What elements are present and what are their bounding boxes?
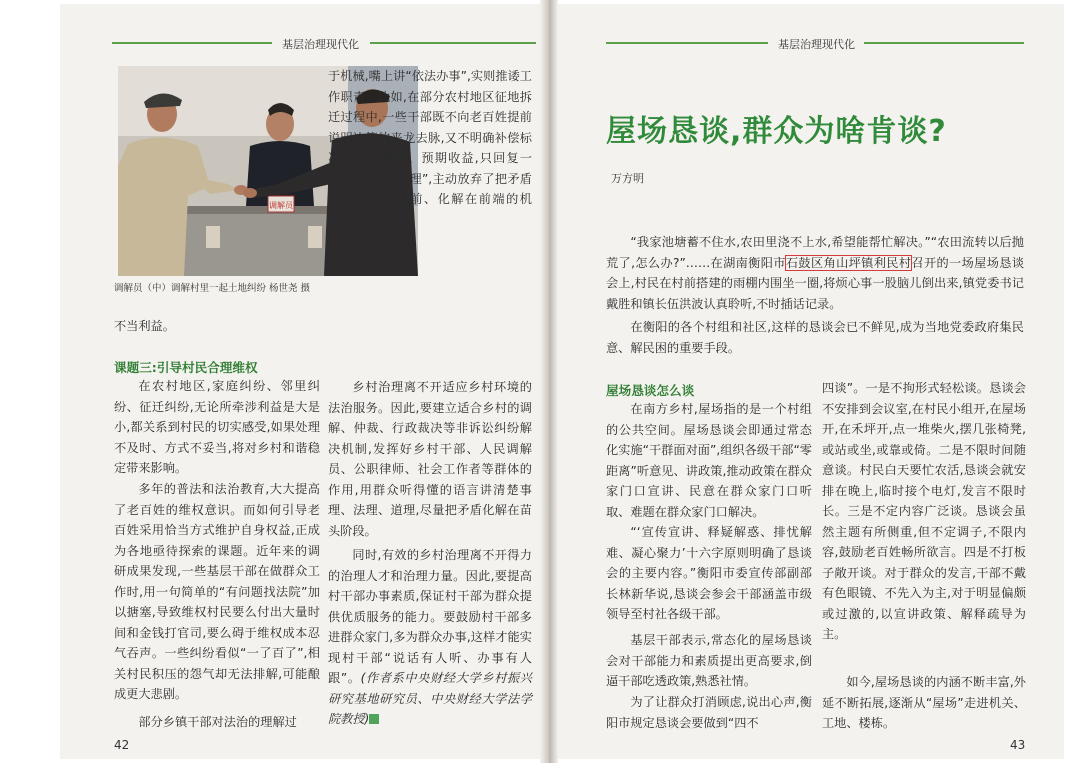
- left-col2-p2-text: 同时,有效的乡村治理离不开得力的治理人才和治理力量。因此,要提高村干部办事素质,保证村干部为群众提供优质服务的能力。要鼓励村干部多进群众家门,多为群众办事,这样才能实现村干部“说话有人听、办事有人跟”。: [328, 548, 532, 685]
- left-col2-p0-text: 于机械,嘴上讲“依法办事”,实则推诿工作职责。比如,在部分农村地区征地拆迁过程中,一些干部既不向老百姓提前说明决策的来龙去脉,又不明确补偿标准、补偿依据、预期收益,只回复一句“已按程序办理”,主动放弃了把矛盾纠纷发现在事前、化解在前端的机会。: [328, 69, 532, 227]
- right-col2-p0: 四谈”。一是不拘形式轻松谈。恳谈会不安排到会议室,在村民小组开,在屋场开,在禾坪开,点一堆柴火,摆几张椅凳,或站或坐,或靠或倚。二是不限时间随意谈。村民白天要忙农活,恳谈会就安排在晚上,临时接个电灯,发言不限时长。三是不定内容广泛谈。恳谈会虽然主题有所侧重,但不定调子,不限内容,鼓励老百姓畅所欲言。四是不打板子敞开谈。对于群众的发言,干部不戴有色眼镜、不先入为主,对于明显偏颇或过激的,以宣讲政策、解释疏导为主。: [822, 381, 1026, 641]
- left-col1-p3: 多年的普法和法治教育,大大提高了老百姓的维权意识。而如何引导老百姓采用恰当方式维护自身权益,正成为各地亟待探索的课题。近年来的调研成果发现,一些基层干部在做群众工作时,用一句简单的“有问题找法院”加以搪塞,导致维权村民要么付出大量时间和金钱打官司,要么碍于维权成本忍气吞声。一些纠纷看似“一了百了”,相关村民积压的怨气却无法排解,可能酿成更大悲剧。: [114, 482, 320, 701]
- running-head-text: 基层治理现代化: [778, 38, 855, 51]
- right-lead-p1: [606, 232, 1024, 314]
- photo-caption: 调解员（中）调解村里一起土地纠纷 杨世尧 摄: [114, 283, 311, 294]
- right-col1-p3: 基层干部表示,常态化的屋场恳谈会对干部能力和素质提出更高要求,倒逼干部吃透政策,熟悉社情。: [606, 633, 812, 688]
- running-head-text: 基层治理现代化: [282, 38, 359, 51]
- right-col1-p2: “‘宣传宣讲、释疑解惑、排忧解难、凝心聚力’十六字原则明确了恳谈会的主要内容。”衡阳市委宣传部副部长林新华说,恳谈会参会干部涵盖市级领导至村社各级干部。: [606, 525, 812, 621]
- running-head-left: [112, 36, 540, 50]
- right-lead-p1-b: 召开的一场屋场恳谈会上,村民在村前搭建的雨棚内围坐一圈,将烦心事一股脑儿倒出来,镇党委书记戴胜和镇长伍洪波认真聆听,不时插话记录。: [606, 255, 1025, 311]
- running-head-right: [606, 36, 1024, 50]
- article-title: 屋场恳谈,群众为啥肯谈?: [606, 114, 947, 149]
- author-note: (作者系中央财经大学乡村振兴研究基地研究员、中央财经大学法学院教授): [328, 671, 532, 726]
- page-number-left: 42: [114, 738, 130, 752]
- right-lead-p1-a: “我家池塘蓄不住水,农田里浇不上水,希望能帮忙解决。”“农田流转以后抛荒了,怎么办?”……在湖南衡阳市: [606, 235, 1024, 270]
- left-col2-p1: 乡村治理离不开适应乡村环境的法治服务。因此,要建立适合乡村的调解、仲裁、行政裁决等非诉讼纠纷解决机制,发挥好乡村干部、人民调解员、公职律师、社会工作者等群体的作用,用群众听得懂的语言讲清楚事理、法理、道理,尽量把矛盾化解在苗头阶段。: [328, 380, 532, 538]
- left-col1-p1: 不当利益。: [114, 319, 175, 333]
- right-lead-p2: 在衡阳的各个村组和社区,这样的恳谈会已不鲜见,成为当地党委政府集民意、解民困的重要手段。: [606, 320, 1024, 355]
- right-col1-p1: 在南方乡村,屋场指的是一个村组的公共空间。屋场恳谈会即通过常态化实施“干群面对面”,组织各级干部“零距离”听意见、讲政策,推动政策在群众家门口宣讲、民意在群众家门口听取、难题在群众家门口解决。: [606, 402, 812, 519]
- book-gutter: [540, 0, 558, 763]
- right-subhead: 屋场恳谈怎么谈: [606, 383, 695, 398]
- right-col1-p4: 为了让群众打消顾虑,说出心声,衡阳市规定恳谈会要做到“四不: [606, 695, 812, 730]
- page-number-right: 43: [1010, 738, 1026, 752]
- right-col2-p1: 如今,屋场恳谈的内涵不断丰富,外延不断拓展,逐渐从“屋场”走进机关、工地、楼栋。: [822, 675, 1026, 730]
- end-mark-icon: [369, 714, 379, 724]
- sign-text: 调解员: [269, 201, 293, 210]
- left-col2-p2: [328, 545, 532, 730]
- left-col2-p0: [328, 66, 532, 230]
- highlighted-location: 石鼓区角山坪镇利民村: [785, 255, 912, 270]
- left-col1-p4: 部分乡镇干部对法治的理解过: [138, 715, 297, 729]
- article-author: 万方明: [611, 172, 644, 185]
- left-col1-p2: 在农村地区,家庭纠纷、邻里纠纷、征迁纠纷,无论所牵涉利益是大是小,都关系到村民的切实感受,如果处理不及时、方式不妥当,将对乡村和谐稳定带来影响。: [114, 379, 320, 475]
- left-subhead-topic3: 课题三:引导村民合理维权: [114, 360, 258, 375]
